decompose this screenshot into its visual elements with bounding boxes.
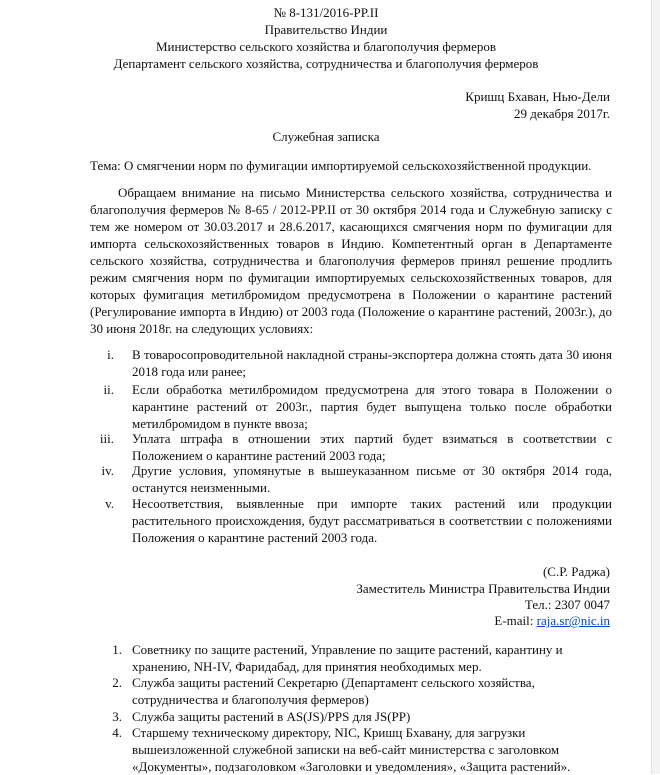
document-type: Служебная записка (272, 129, 380, 144)
distribution-number: 2. (112, 675, 122, 690)
condition-number: iii. (99, 431, 114, 446)
condition-text: Несоответствия, выявленные при импорте таких растений или продукции растительного происхождения, будут рассматриваться в соответствии с положениями Положения о карантине растений 2003 года. (132, 496, 612, 545)
signatory-name: (С.Р. Раджа) (542, 564, 610, 579)
email-label: E-mail: (494, 613, 537, 628)
distribution-number: 3. (112, 709, 122, 724)
condition-number: iv. (101, 463, 114, 478)
distribution-text: Советнику по защите растений, Управление по защите растений, карантину и хранению, NH-IV, Фаридабад, для принятия необходимых мер. (132, 642, 563, 674)
signatory-title: Заместитель Министра Правительства Индии (356, 581, 610, 596)
condition-text: В товаросопроводительной накладной страны-экспортера должна стоять дата 30 июня 2018 года или ранее; (132, 347, 612, 379)
distribution-number: 1. (112, 642, 122, 657)
distribution-number: 4. (112, 725, 122, 740)
distribution-text: Служба защиты растений в AS(JS)/PPS для JS(PP) (132, 709, 411, 724)
condition-text: Если обработка метилбромидом предусмотрена для этого товара в Положении о карантине растений от 2003г., партия будет выпущена только после обработки метилбромидом в пункте ввоза; (132, 382, 612, 431)
government-name: Правительство Индии (264, 22, 388, 37)
condition-text: Другие условия, упомянутые в вышеуказанном письме от 30 октября 2014 года, останутся неизменными. (132, 463, 612, 495)
distribution-text: Старшему техническому директору, NIC, Кришц Бхавану, для загрузки вышеизложенной служебной записки на веб-сайт министерства с заголовком «Документы», подзаголовком «Заголовки и уведомления», «Защита растений». (132, 725, 571, 774)
department-name: Департамент сельского хозяйства, сотрудничества и благополучия фермеров (113, 56, 539, 71)
reference-number: № 8-131/2016-PP.II (273, 5, 379, 20)
document-date: 29 декабря 2017г. (514, 106, 610, 121)
condition-number: i. (107, 347, 114, 362)
condition-number: v. (105, 496, 114, 511)
ministry-name: Министерство сельского хозяйства и благополучия фермеров (155, 39, 497, 54)
location: Кришц Бхаван, Нью-Дели (465, 89, 610, 104)
viewer-edge (651, 0, 660, 774)
subject-line: Тема: О смягчении норм по фумигации импортируемой сельскохозяйственной продукции. (90, 158, 592, 173)
email-link[interactable]: raja.sr@nic.in (536, 613, 610, 628)
condition-text: Уплата штрафа в отношении этих партий будет взиматься в соответствии с Положением о карантине растений 2003 года; (132, 431, 612, 463)
signatory-email (494, 612, 610, 629)
body-paragraph: Обращаем внимание на письмо Министерства сельского хозяйства, сотрудничества и благополучия фермеров № 8-65 / 2012-PP.II от 30 октября 2014 года и Служебную записку с тем же номером от 30.03.2017 и 28.6.2017, касающихся смягчения норм по фумигации для импорта сельскохозяйственных товаров в Индию. Компетентный орган в Департаменте сельского хозяйства, сотрудничества и благополучия фермеров принял решение продлить режим смягчения норм по фумигации импортируемых сельскохозяйственных товаров, для которых фумигация метилбромидом предусмотрена в Положении о карантине растений (Регулирование импорта в Индию) от 2003 года (Положение о карантине растений, 2003г.), до 30 июня 2018г. на следующих условиях: (90, 185, 612, 336)
signatory-phone: Тел.: 2307 0047 (524, 597, 610, 612)
distribution-text: Служба защиты растений Секретарю (Департамент сельского хозяйства, сотрудничества и благополучия фермеров) (132, 675, 535, 707)
condition-number: ii. (103, 382, 114, 397)
